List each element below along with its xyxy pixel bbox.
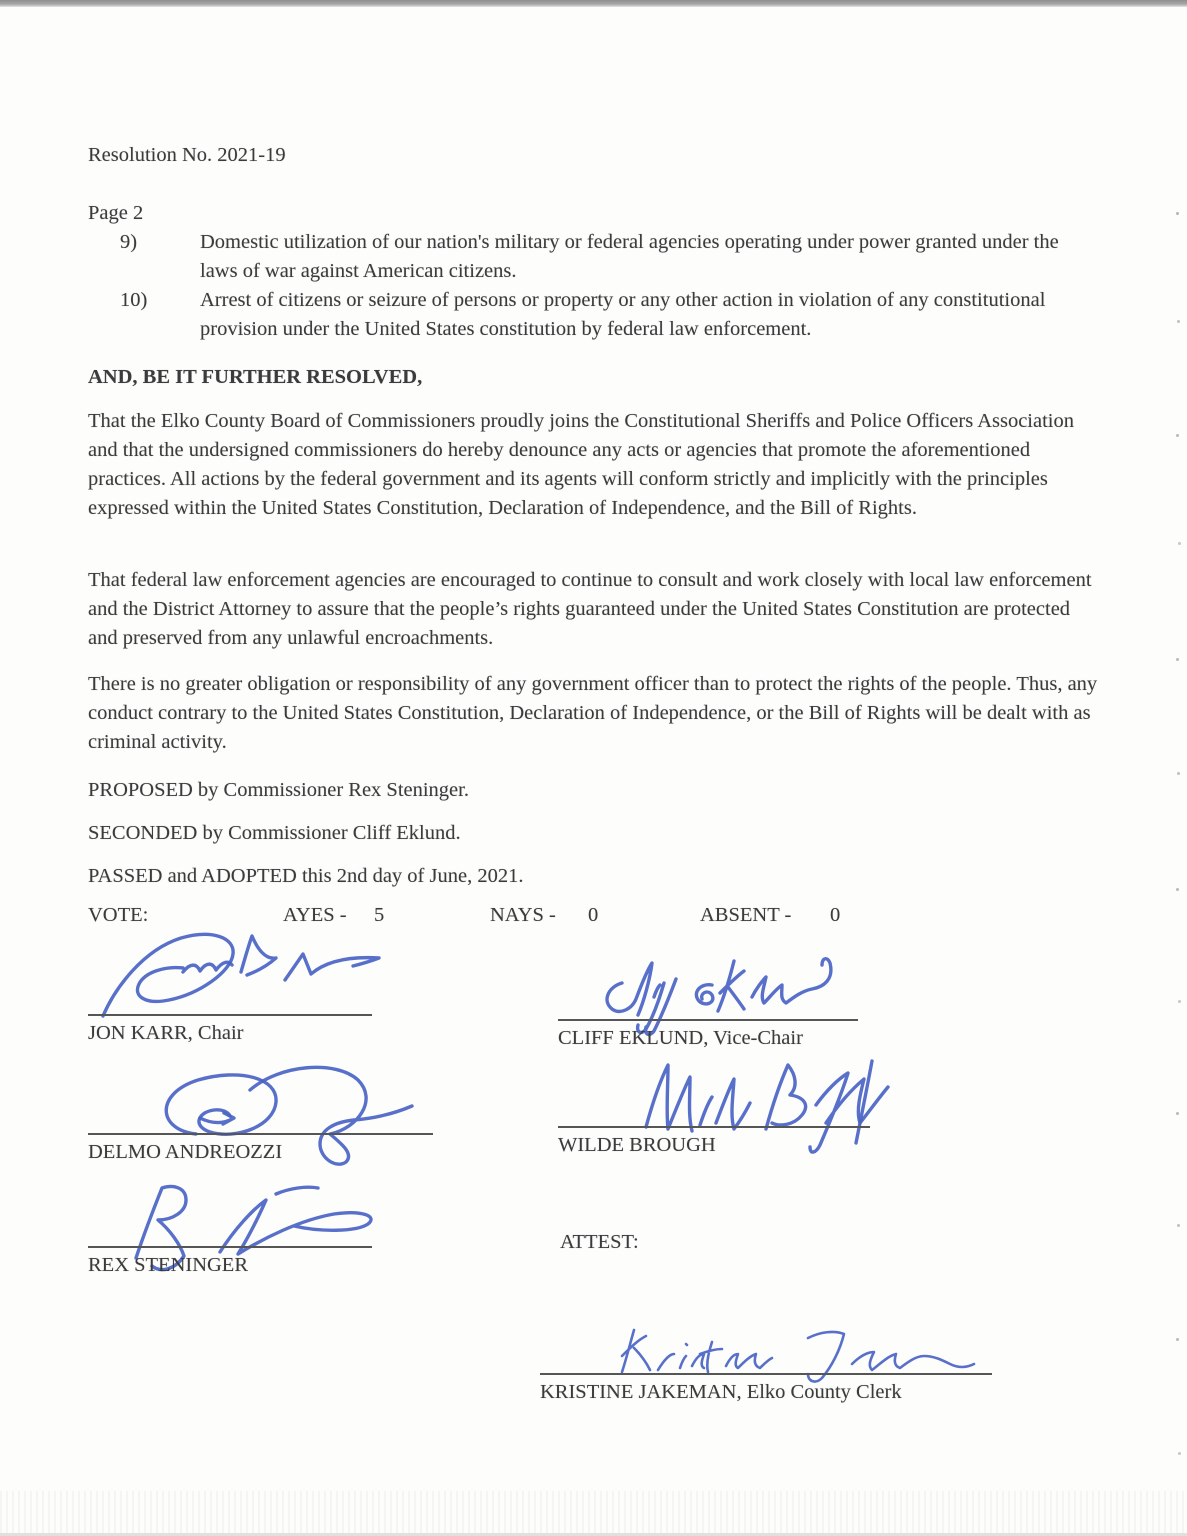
signature-line: [88, 1133, 433, 1135]
signature-line: [88, 1246, 372, 1248]
seconded-line: SECONDED by Commissioner Cliff Eklund.: [88, 822, 461, 844]
signature-name-kristine-jakeman: KRISTINE JAKEMAN, Elko County Clerk: [540, 1381, 902, 1403]
signature-line: [540, 1373, 992, 1375]
page-number: Page 2: [88, 202, 144, 224]
signature-name-rex-steninger: REX STENINGER: [88, 1254, 249, 1276]
paragraph-2: That federal law enforcement agencies are encouraged to continue to consult and work closely with local law enforcement and the District Attorney to assure that the people’s rights guaranteed under the United States Constitution are protected and preserved from any unlawful encroachments.: [88, 569, 1092, 649]
ayes-label: AYES -: [283, 904, 347, 926]
numbered-list: [120, 228, 1095, 344]
absent-value: 0: [830, 904, 841, 926]
list-item-9: [120, 228, 1095, 286]
passed-line: PASSED and ADOPTED this 2nd day of June, 2021.: [88, 865, 524, 887]
signature-name-cliff-eklund: CLIFF EKLUND, Vice-Chair: [558, 1027, 803, 1049]
resolved-heading: AND, BE IT FURTHER RESOLVED,: [88, 366, 423, 388]
signature-name-delmo-andreozzi: DELMO ANDREOZZI: [88, 1141, 283, 1163]
nays-value: 0: [588, 904, 599, 926]
signature-ink-jon-karr: [95, 928, 395, 1023]
signature-line: [88, 1014, 372, 1016]
list-item-10: [120, 286, 1095, 344]
nays-label: NAYS -: [490, 904, 556, 926]
list-item-number: 10): [120, 289, 148, 311]
proposed-line: PROPOSED by Commissioner Rex Steninger.: [88, 779, 469, 801]
signature-name-wilde-brough: WILDE BROUGH: [558, 1134, 716, 1156]
paragraph-3: There is no greater obligation or responsibility of any government officer than to protect the rights of the people. Thus, any conduct contrary to the United States Constitution, Declaration of Independence, or the Bill of Rights will be dealt with as criminal activity.: [88, 673, 1098, 753]
signature-line: [558, 1126, 870, 1128]
signature-name-jon-karr: JON KARR, Chair: [88, 1022, 244, 1044]
scan-edge-bottom: [0, 1491, 1187, 1536]
list-item-number: 9): [120, 231, 138, 253]
ayes-value: 5: [374, 904, 385, 926]
vote-label: VOTE:: [88, 904, 149, 926]
resolution-number: Resolution No. 2021-19: [88, 144, 286, 166]
signature-line: [558, 1019, 858, 1021]
paragraph-1: That the Elko County Board of Commissioners proudly joins the Constitutional Sheriffs and Police Officers Association and that the undersigned commissioners do hereby denounce any acts or agencies that promote the aforementioned practices. All actions by the federal government and its agents will conform strictly and implicitly with the principles expressed within the United States Constitution, Declaration of Independence, and the Bill of Rights.: [88, 410, 1074, 519]
scan-edge-top: [0, 0, 1187, 7]
scan-speckles: [1176, 212, 1179, 215]
attest-label: ATTEST:: [560, 1231, 639, 1253]
list-item-text: Arrest of citizens or seizure of persons or property or any other action in violation of any constitutional provision under the United States constitution by federal law enforcement.: [200, 289, 1046, 340]
list-item-text: Domestic utilization of our nation's military or federal agencies operating under power granted under the laws of war against American citizens.: [200, 231, 1059, 282]
absent-label: ABSENT -: [700, 904, 792, 926]
